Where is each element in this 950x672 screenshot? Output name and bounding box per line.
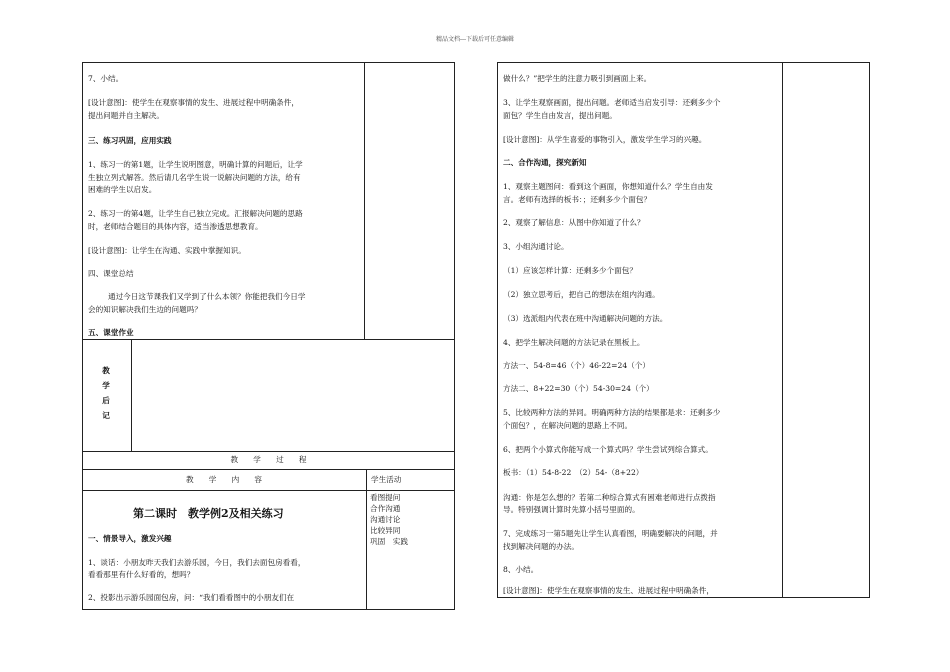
right-line-8: 2、观察了解信息：从图中你知道了什么？ xyxy=(503,218,645,227)
right-line-7: 言。老师有选择的板书：；还剩多少个面包？ xyxy=(503,195,652,204)
teaching-process-title: 教 学 过 程 xyxy=(230,455,307,464)
right-line-9: 3、小组沟通讨论。 xyxy=(503,242,569,251)
left-section-heading-5: 五、课堂作业 xyxy=(88,328,134,337)
left-divider-1 xyxy=(82,339,455,340)
activity-item-2: 合作沟通 xyxy=(370,504,401,513)
activity-item-4: 比较异同 xyxy=(370,526,401,535)
left-bottom-column-divider xyxy=(366,469,367,610)
right-line-12: （3）选派组内代表在班中沟通解决问题的方法。 xyxy=(503,314,668,323)
left-top-column-divider xyxy=(364,62,365,339)
left-line-1: 7、小结。 xyxy=(88,74,124,83)
right-section-heading-2: 二、合作沟通，探究新知 xyxy=(503,158,587,167)
right-line-1: 做什么？”把学生的注意力吸引到画面上来。 xyxy=(503,74,652,83)
left-line-6: 生独立列式解答。然后请几名学生说一说解决问题的方法，给有 xyxy=(88,173,301,182)
left-line-2: [设计意图]：使学生在观察事情的发生、进展过程中明确条件， xyxy=(88,98,299,107)
right-line-22: 7、完成练习一第5题先让学生认真看图，明确要解决的问题，并 xyxy=(503,529,718,538)
student-activity-header: 学生活动 xyxy=(371,475,402,484)
right-line-19: 板书：（1）54-8-22 （2）54-（8+22） xyxy=(503,468,644,477)
left-section-heading-3: 三、练习巩固，应用实践 xyxy=(88,136,172,145)
left-line-5: 1、练习一的第1题，让学生说明图意，明确计算的问题后，让学 xyxy=(88,160,303,169)
left-line-7: 困难的学生以启发。 xyxy=(88,185,157,194)
right-line-3: 面包？学生自由发言，提出问题。 xyxy=(503,111,617,120)
teaching-content-header: 教 学 内 容 xyxy=(186,475,262,484)
right-line-25: [设计意图]：使学生在观察事情的发生、进展过程中明确条件， xyxy=(503,586,714,595)
lesson-line-3: 看看那里有什么好看的，想吗？ xyxy=(88,570,195,579)
right-line-23: 找到解决问题的办法。 xyxy=(503,542,579,551)
right-line-17: 个面包？，在解决问题的思路上不同。 xyxy=(503,421,633,430)
left-line-12: 通过今日这节课我们又学到了什么本领？你能把我们今日学 xyxy=(108,292,306,301)
right-line-4: [设计意图]：从学生喜爱的事物引入，激发学生学习的兴趣。 xyxy=(503,135,707,144)
right-line-13: 4、把学生解决问题的方法记录在黑板上。 xyxy=(503,338,645,347)
lesson-section-heading-1: 一、情景导入，激发兴趣 xyxy=(88,534,172,543)
activity-item-1: 看图提问 xyxy=(370,493,401,502)
right-line-6: 1、观察主题图问：看到这个画面，你想知道什么？学生自由发 xyxy=(503,182,713,191)
right-line-21: 导。特别强调计算时先算小括号里面的。 xyxy=(503,505,640,514)
right-line-24: 8、小结。 xyxy=(503,565,539,574)
left-line-8: 2、练习一的第4题，让学生自己独立完成。汇报解决问题的思路 xyxy=(88,209,303,218)
left-line-13: 会的知识解决我们生边的问题吗？ xyxy=(88,305,202,314)
left-section-heading-4: 四、课堂总结 xyxy=(88,269,134,278)
left-divider-2 xyxy=(82,451,455,452)
lesson-title: 第二课时 教学例2及相关练习 xyxy=(133,507,284,520)
activity-item-5: 巩固 实践 xyxy=(370,537,408,546)
right-line-16: 5、比较两种方法的异同。明确两种方法的结果都是求：还剩多少 xyxy=(503,408,721,417)
postscript-label-char-4: 记 xyxy=(102,411,110,420)
left-divider-3 xyxy=(82,469,455,470)
right-line-2: 3、让学生观察画面，提出问题。老师适当启发引导：还剩多少个 xyxy=(503,98,721,107)
left-divider-4 xyxy=(82,490,455,491)
postscript-label-char-2: 学 xyxy=(102,381,110,390)
right-column-divider xyxy=(782,62,783,598)
left-line-9: 时，老师结合题目的具体内容，适当渗透思想教育。 xyxy=(88,222,263,231)
activity-item-3: 沟通讨论 xyxy=(370,515,401,524)
right-line-15: 方法二、8+22=30（个）54-30=24（个） xyxy=(503,384,654,393)
left-line-10: [设计意图]：让学生在沟通、实践中掌握知识。 xyxy=(88,246,246,255)
postscript-label-char-1: 教 xyxy=(102,366,110,375)
postscript-label-divider xyxy=(131,339,132,451)
right-line-10: （1）应该怎样计算：还剩多少个面包？ xyxy=(503,266,637,275)
right-line-20: 沟通：你是怎么想的？若第二种综合算式有困难老师进行点拨指 xyxy=(503,493,716,502)
right-line-18: 6、把两个小算式你能写成一个算式吗？学生尝试列综合算式。 xyxy=(503,445,713,454)
lesson-line-2: 1、谈话：小朋友昨天我们去游乐园，今日，我们去面包房看看， xyxy=(88,558,306,567)
page-header: 精品文档---下载后可任意编辑 xyxy=(435,36,515,43)
postscript-label-char-3: 后 xyxy=(102,396,110,405)
lesson-line-4: 2、投影出示游乐园面包房，问：“我们看看图中的小朋友们在 xyxy=(88,593,295,602)
left-line-3: 提出问题并自主解决。 xyxy=(88,111,164,120)
right-line-14: 方法一、54-8=46（个）46-22=24（个） xyxy=(503,361,650,370)
right-line-11: （2）独立思考后，把自己的想法在组内沟通。 xyxy=(503,290,660,299)
